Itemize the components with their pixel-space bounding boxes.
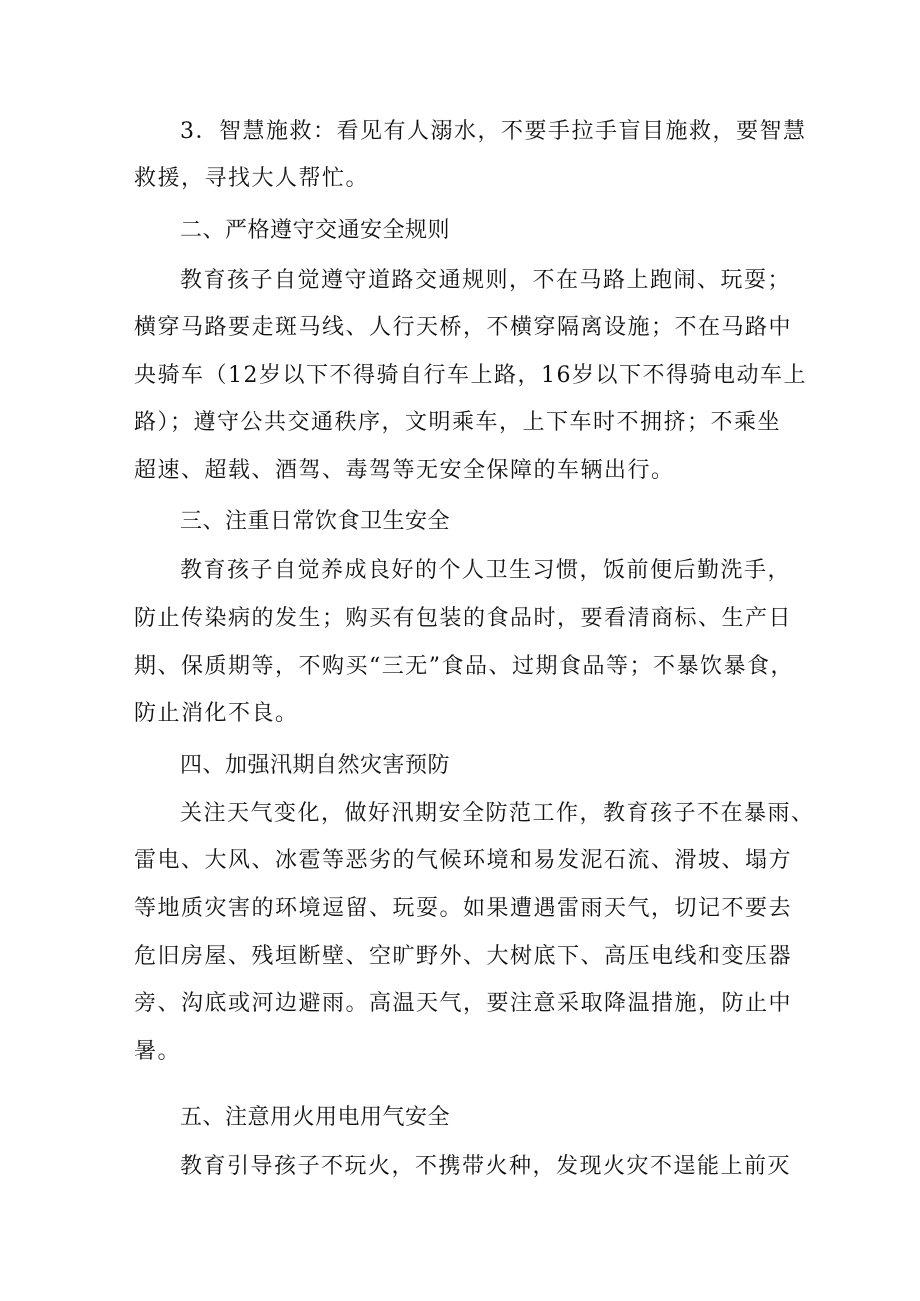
- paragraph-line: 教育孩子自觉遵守道路交通规则，不在马路上跑闹、玩耍；: [180, 268, 792, 293]
- paragraph-line: 3．智慧施救：看见有人溺水，不要手拉手盲目施救，要智慧: [180, 119, 807, 144]
- paragraph-line: 旁、沟底或河边避雨。高温天气，要注意采取降温措施，防止中: [134, 991, 793, 1016]
- paragraph-line: 路）；遵守公共交通秩序，文明乘车，上下车时不拥挤；不乘坐: [134, 410, 782, 435]
- paragraph-line: 期、保质期等，不购买“三无”食品、过期食品等；不暴饮暴食，: [134, 654, 794, 679]
- paragraph-line: 暑。: [134, 1039, 182, 1064]
- paragraph-line: 雷电、大风、冰雹等恶劣的气候环境和易发泥石流、滑坡、塌方: [134, 848, 793, 873]
- paragraph-line: 横穿马路要走斑马线、人行天桥，不横穿隔离设施；不在马路中: [134, 315, 793, 340]
- paragraph-line: 救援，寻找大人帮忙。: [134, 166, 370, 191]
- section-heading-traffic: 二、严格遵守交通安全规则: [180, 218, 451, 243]
- section-heading-food: 三、注重日常饮食卫生安全: [180, 509, 451, 534]
- paragraph-line: 央骑车（12岁以下不得骑自行车上路，16岁以下不得骑电动车上: [134, 363, 807, 388]
- paragraph-line: 关注天气变化，做好汛期安全防范工作，教育孩子不在暴雨、: [180, 801, 815, 826]
- paragraph-line: 防止消化不良。: [134, 701, 299, 726]
- section-heading-weather: 四、加强汛期自然灾害预防: [180, 753, 451, 778]
- paragraph-line: 危旧房屋、残垣断壁、空旷野外、大树底下、高压电线和变压器: [134, 944, 793, 969]
- paragraph-line: 防止传染病的发生；购买有包装的食品时，要看清商标、生产日: [134, 606, 793, 631]
- paragraph-line: 教育孩子自觉养成良好的个人卫生习惯，饭前便后勤洗手，: [180, 558, 792, 583]
- paragraph-line: 超速、超载、酒驾、毒驾等无安全保障的车辆出行。: [134, 458, 675, 483]
- section-heading-fire: 五、注意用火用电用气安全: [180, 1105, 451, 1130]
- paragraph-line: 等地质灾害的环境逗留、玩耍。如果遭遇雷雨天气，切记不要去: [134, 896, 793, 921]
- paragraph-line: 教育引导孩子不玩火，不携带火种，发现火灾不逞能上前灭: [180, 1154, 792, 1179]
